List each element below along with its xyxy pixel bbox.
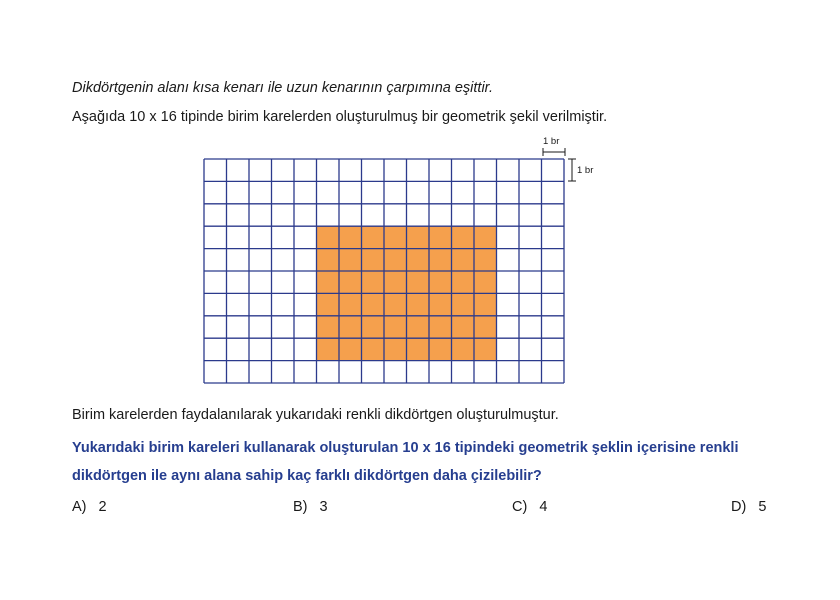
unit-square (204, 159, 227, 181)
unit-square (542, 181, 565, 203)
colored-unit-square (474, 249, 497, 271)
unit-square (294, 316, 317, 338)
colored-unit-square (317, 249, 340, 271)
unit-square (519, 204, 542, 226)
colored-unit-square (474, 316, 497, 338)
unit-square (497, 338, 520, 360)
unit-square (272, 159, 295, 181)
unit-square (227, 338, 250, 360)
unit-square (204, 249, 227, 271)
unit-square (542, 293, 565, 315)
colored-unit-square (407, 226, 430, 248)
colored-unit-square (317, 271, 340, 293)
colored-unit-square (362, 293, 385, 315)
unit-square (272, 181, 295, 203)
choice-a-value: 2 (98, 499, 107, 515)
unit-square (429, 361, 452, 383)
colored-unit-square (339, 338, 362, 360)
unit-square (474, 181, 497, 203)
unit-square (317, 361, 340, 383)
colored-unit-square (384, 271, 407, 293)
unit-square (542, 226, 565, 248)
unit-square (227, 316, 250, 338)
choice-a-letter: A) (72, 499, 87, 515)
colored-unit-square (474, 271, 497, 293)
unit-square (519, 338, 542, 360)
unit-square (384, 204, 407, 226)
colored-unit-square (317, 338, 340, 360)
unit-square (384, 361, 407, 383)
given-text: Aşağıda 10 x 16 tipinde birim karelerden oluşturulmuş bir geometrik şekil verilmiştir. (72, 109, 608, 125)
unit-square (249, 181, 272, 203)
colored-unit-square (362, 338, 385, 360)
unit-square (542, 338, 565, 360)
unit-square (272, 226, 295, 248)
colored-unit-square (339, 293, 362, 315)
colored-unit-square (339, 271, 362, 293)
colored-unit-square (317, 316, 340, 338)
unit-square (497, 316, 520, 338)
colored-unit-square (407, 338, 430, 360)
colored-unit-square (474, 338, 497, 360)
unit-square (249, 249, 272, 271)
unit-square (542, 271, 565, 293)
unit-square (272, 271, 295, 293)
unit-square (362, 361, 385, 383)
unit-square (407, 361, 430, 383)
unit-square (384, 159, 407, 181)
unit-square (519, 271, 542, 293)
unit-square (249, 338, 272, 360)
unit-square (227, 159, 250, 181)
unit-square (519, 361, 542, 383)
unit-square (362, 204, 385, 226)
colored-unit-square (429, 338, 452, 360)
question-text: Yukarıdaki birim kareleri kullanarak oluşturulan 10 x 16 tipindeki geometrik şeklin içerisine renkli dikdörtgen ile aynı alana sahip kaç farklı dikdörtgen daha çizilebilir? (72, 440, 739, 484)
unit-square (474, 361, 497, 383)
colored-unit-square (384, 338, 407, 360)
unit-square (407, 204, 430, 226)
colored-unit-square (317, 226, 340, 248)
unit-square (272, 293, 295, 315)
unit-square (272, 361, 295, 383)
intro-text: Dikdörtgenin alanı kısa kenarı ile uzun kenarının çarpımına eşittir. (72, 80, 493, 96)
colored-unit-square (362, 226, 385, 248)
unit-square (384, 181, 407, 203)
unit-square (362, 181, 385, 203)
unit-square (294, 271, 317, 293)
unit-square (249, 271, 272, 293)
unit-label-vertical: 1 br (577, 165, 594, 176)
colored-unit-square (452, 293, 475, 315)
unit-square (542, 361, 565, 383)
colored-unit-square (429, 293, 452, 315)
unit-square (452, 204, 475, 226)
unit-square (249, 293, 272, 315)
choice-a[interactable] (72, 499, 107, 515)
unit-square (317, 204, 340, 226)
unit-square (497, 361, 520, 383)
unit-square (429, 204, 452, 226)
unit-square (204, 204, 227, 226)
vertical-unit-marker (568, 159, 576, 181)
unit-square (542, 204, 565, 226)
unit-square (272, 338, 295, 360)
unit-square (249, 159, 272, 181)
unit-square (407, 159, 430, 181)
unit-square (497, 226, 520, 248)
unit-square (294, 338, 317, 360)
unit-square (204, 226, 227, 248)
unit-square (249, 226, 272, 248)
unit-square (272, 249, 295, 271)
unit-square (362, 159, 385, 181)
unit-square (474, 159, 497, 181)
colored-unit-square (339, 316, 362, 338)
unit-square (227, 361, 250, 383)
unit-square (204, 316, 227, 338)
choice-d-letter: D) (731, 499, 747, 515)
colored-unit-square (474, 226, 497, 248)
unit-square (204, 271, 227, 293)
unit-square (542, 249, 565, 271)
unit-square (339, 181, 362, 203)
unit-square (204, 293, 227, 315)
unit-square (407, 181, 430, 203)
unit-square (227, 181, 250, 203)
unit-square (227, 249, 250, 271)
colored-unit-square (384, 293, 407, 315)
choice-b-value: 3 (319, 499, 328, 515)
unit-square (519, 316, 542, 338)
unit-square (497, 181, 520, 203)
unit-square (519, 226, 542, 248)
colored-unit-square (452, 316, 475, 338)
unit-square (452, 159, 475, 181)
unit-square (452, 181, 475, 203)
colored-unit-square (429, 226, 452, 248)
unit-square (339, 159, 362, 181)
unit-square (272, 316, 295, 338)
unit-square (227, 226, 250, 248)
unit-square (519, 293, 542, 315)
choice-b[interactable] (293, 499, 328, 515)
colored-unit-square (452, 226, 475, 248)
unit-square (294, 249, 317, 271)
unit-square (227, 293, 250, 315)
colored-unit-square (407, 249, 430, 271)
unit-square (519, 249, 542, 271)
colored-unit-square (362, 249, 385, 271)
colored-unit-square (384, 316, 407, 338)
unit-square (339, 204, 362, 226)
unit-square (497, 249, 520, 271)
unit-square (542, 159, 565, 181)
unit-square (204, 361, 227, 383)
choice-b-letter: B) (293, 499, 308, 515)
unit-square (294, 204, 317, 226)
colored-unit-square (317, 293, 340, 315)
choice-d[interactable] (731, 499, 766, 515)
unit-square (497, 159, 520, 181)
unit-square (497, 293, 520, 315)
unit-square (227, 204, 250, 226)
unit-square (294, 361, 317, 383)
unit-square (272, 204, 295, 226)
colored-unit-square (429, 271, 452, 293)
choice-d-value: 5 (758, 499, 767, 515)
unit-square (429, 181, 452, 203)
unit-square (452, 361, 475, 383)
colored-unit-square (452, 271, 475, 293)
unit-label-horizontal: 1 br (543, 136, 560, 147)
colored-unit-square (384, 249, 407, 271)
unit-square (497, 271, 520, 293)
colored-unit-square (474, 293, 497, 315)
colored-unit-square (384, 226, 407, 248)
unit-square (519, 181, 542, 203)
note-text: Birim karelerden faydalanılarak yukarıdaki renkli dikdörtgen oluşturulmuştur. (72, 407, 559, 423)
colored-unit-square (339, 249, 362, 271)
unit-square (474, 204, 497, 226)
choice-c-letter: C) (512, 499, 528, 515)
colored-unit-square (452, 338, 475, 360)
unit-square (429, 159, 452, 181)
horizontal-unit-marker (543, 148, 565, 156)
unit-square (204, 181, 227, 203)
unit-square (339, 361, 362, 383)
choice-c[interactable] (512, 499, 547, 515)
colored-unit-square (362, 316, 385, 338)
unit-square (542, 316, 565, 338)
colored-unit-square (362, 271, 385, 293)
unit-square (227, 271, 250, 293)
colored-unit-square (339, 226, 362, 248)
colored-unit-square (407, 293, 430, 315)
unit-square (294, 226, 317, 248)
unit-square (317, 181, 340, 203)
unit-square (294, 181, 317, 203)
colored-unit-square (429, 249, 452, 271)
unit-square (249, 361, 272, 383)
unit-square (497, 204, 520, 226)
unit-square (294, 159, 317, 181)
unit-square (204, 338, 227, 360)
unit-square (294, 293, 317, 315)
unit-square (249, 204, 272, 226)
unit-square (317, 159, 340, 181)
colored-unit-square (407, 271, 430, 293)
choice-c-value: 4 (539, 499, 548, 515)
unit-square (249, 316, 272, 338)
colored-unit-square (429, 316, 452, 338)
colored-unit-square (452, 249, 475, 271)
unit-square (519, 159, 542, 181)
colored-unit-square (407, 316, 430, 338)
